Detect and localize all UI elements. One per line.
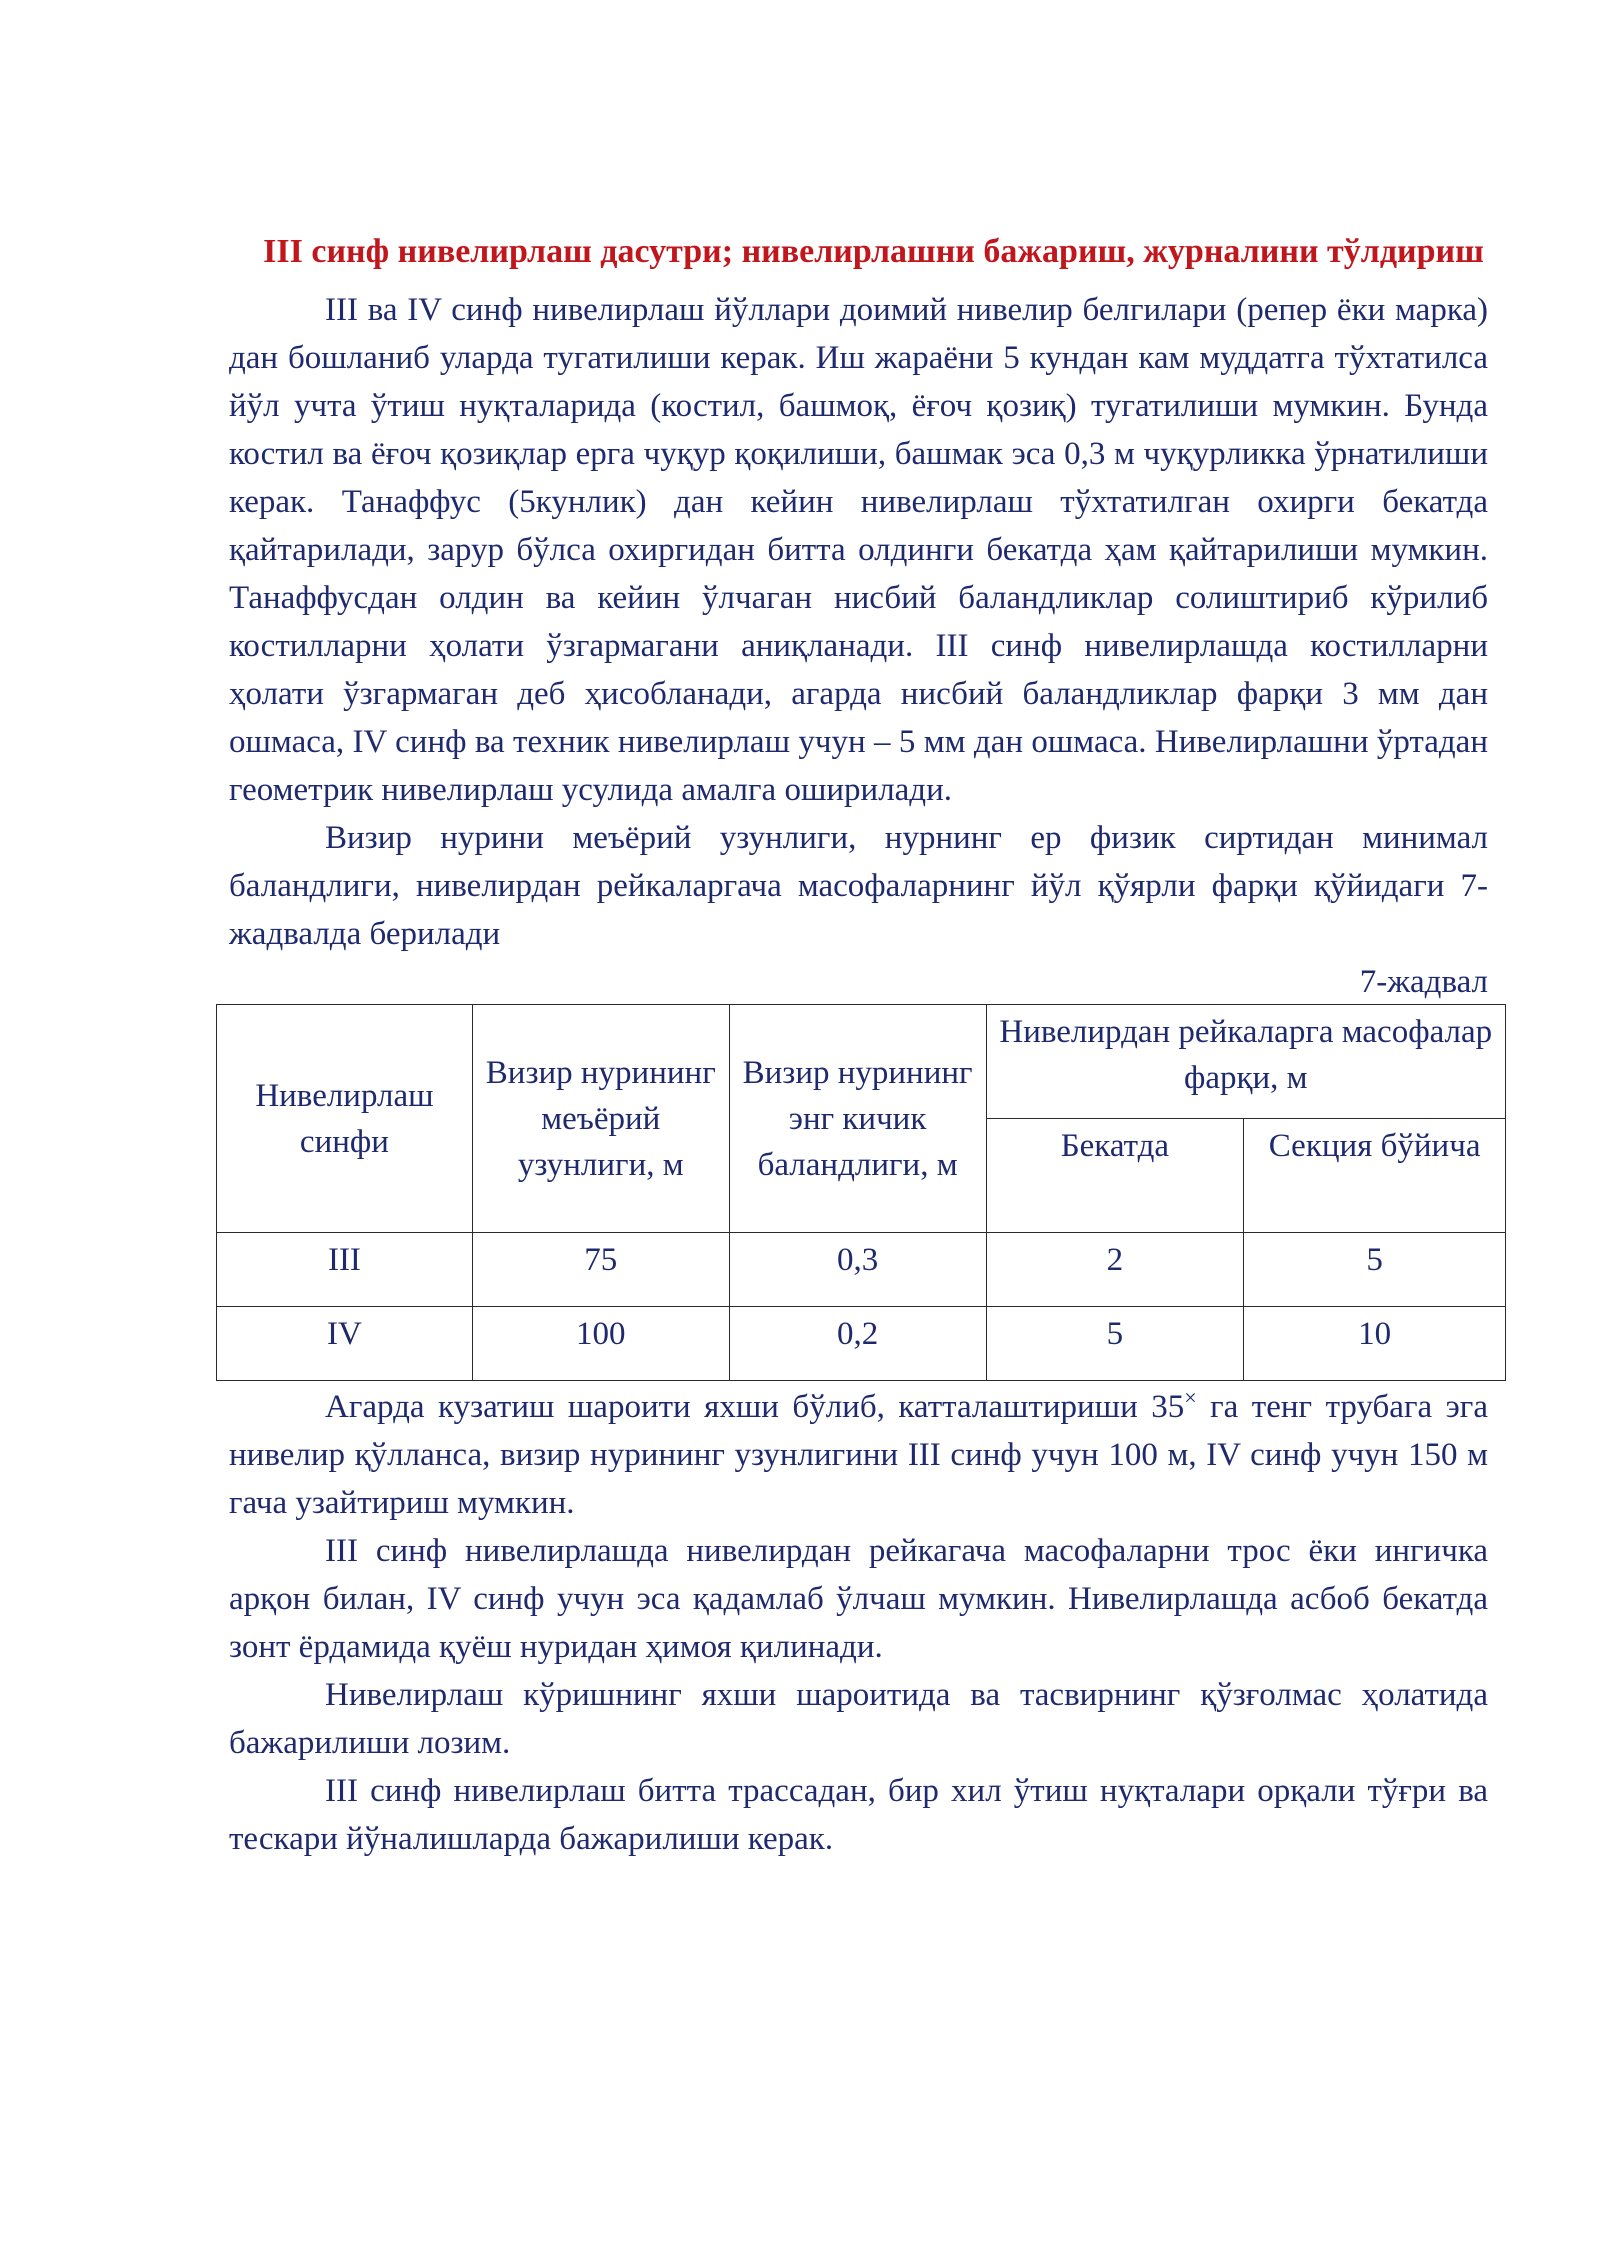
cell-class: IV xyxy=(217,1307,473,1381)
cell-per-section: 5 xyxy=(1244,1233,1506,1307)
cell-min-height: 0,3 xyxy=(729,1233,986,1307)
paragraph-4: III синф нивелирлашда нивелирдан рейкагача масофаларни трос ёки ингичка арқон билан, IV синф учун эса қадамлаб ўлчаш мумкин. Нивелирлашда асбоб бекатда зонт ёрдамида қуёш нуридан ҳимоя қилинади. xyxy=(229,1533,1488,1665)
table-row xyxy=(217,1233,1506,1307)
document-page xyxy=(229,228,1493,1863)
header-per-section: Секция бўйича xyxy=(1244,1119,1506,1233)
header-min-height: Визир нурининг энг кичик баландлиги, м xyxy=(729,1005,986,1233)
cell-sight-length: 100 xyxy=(472,1307,729,1381)
cell-at-station: 2 xyxy=(986,1233,1244,1307)
paragraph-2: Визир нурини меъёрий узунлиги, нурнинг ер физик сиртидан минимал баландлиги, нивелирдан рейкаларгача масофаларнинг йўл қўярли фарқи қўйидаги 7- жадвалда берилади xyxy=(229,820,1488,952)
table-row xyxy=(217,1307,1506,1381)
paragraph-1: III ва IV синф нивелирлаш йўллари доимий нивелир белгилари (репер ёки марка) дан бошланиб уларда тугатилиши керак. Иш жараёни 5 кундан кам муддатга тўхтатилса йўл учта ўтиш нуқталарида (костил, башмоқ, ёғоч қозиқ) тугатилиши мумкин. Бунда костил ва ёғоч қозиқлар ерга чуқур қоқилиши, башмак эса 0,3 м чуқурликка ўрнатилиши керак. Танаффус (5кунлик) дан кейин нивелирлаш тўхтатилган охирги бекатда қайтарилади, зарур бўлса охиргидан битта олдинги бекатда ҳам қайтарилиши мумкин. Танаффусдан олдин ва кейин ўлчаган нисбий баландликлар солиштириб кўрилиб костилларни ҳолати ўзгармагани аниқланади. III синф нивелирлашда костилларни ҳолати ўзгармаган деб ҳисобланади, агарда нисбий баландликлар фарқи 3 мм дан ошмаса, IV синф ва техник нивелирлаш учун – 5 мм дан ошмаса. Нивелирлашни ўртадан геометрик нивелирлаш усулида амалга оширилади. xyxy=(229,292,1488,808)
table-header-row xyxy=(217,1005,1506,1119)
header-at-station: Бекатда xyxy=(986,1119,1244,1233)
paragraph-3-end: га тенг трубага эга нивелир қўлланса, визир нурининг узунлигини III синф учун 100 м, IV синф учун 150 м гача узайтириш мумкин. xyxy=(229,1389,1488,1521)
cell-class: III xyxy=(217,1233,473,1307)
paragraph-5: Нивелирлаш кўришнинг яхши шароитида ва тасвирнинг қўзғолмас ҳолатида бажарилиши лозим. xyxy=(229,1677,1488,1761)
table-caption: 7-жадвал xyxy=(1359,964,1488,1000)
paragraph-3-start: Агарда кузатиш шароити яхши бўлиб, катталаштириши 35 xyxy=(325,1389,1185,1425)
leveling-parameters-table xyxy=(216,1004,1506,1381)
header-distance-difference: Нивелирдан рейкаларга масофалар фарқи, м xyxy=(986,1005,1505,1119)
cell-min-height: 0,2 xyxy=(729,1307,986,1381)
header-sight-length: Визир нурининг меъёрий узунлиги, м xyxy=(472,1005,729,1233)
cell-per-section: 10 xyxy=(1244,1307,1506,1381)
header-class: Нивелирлаш синфи xyxy=(217,1005,473,1233)
cell-sight-length: 75 xyxy=(472,1233,729,1307)
document-title: III синф нивелирлаш дасутри; нивелирлашни бажариш, журналини тўлдириш xyxy=(263,233,1484,270)
paragraph-3 xyxy=(229,1383,1488,1527)
paragraph-6: III синф нивелирлаш битта трассадан, бир хил ўтиш нуқталари орқали тўғри ва тескари йўналишларда бажарилиши керак. xyxy=(229,1773,1488,1857)
cell-at-station: 5 xyxy=(986,1307,1244,1381)
magnification-symbol: × xyxy=(1184,1385,1197,1410)
